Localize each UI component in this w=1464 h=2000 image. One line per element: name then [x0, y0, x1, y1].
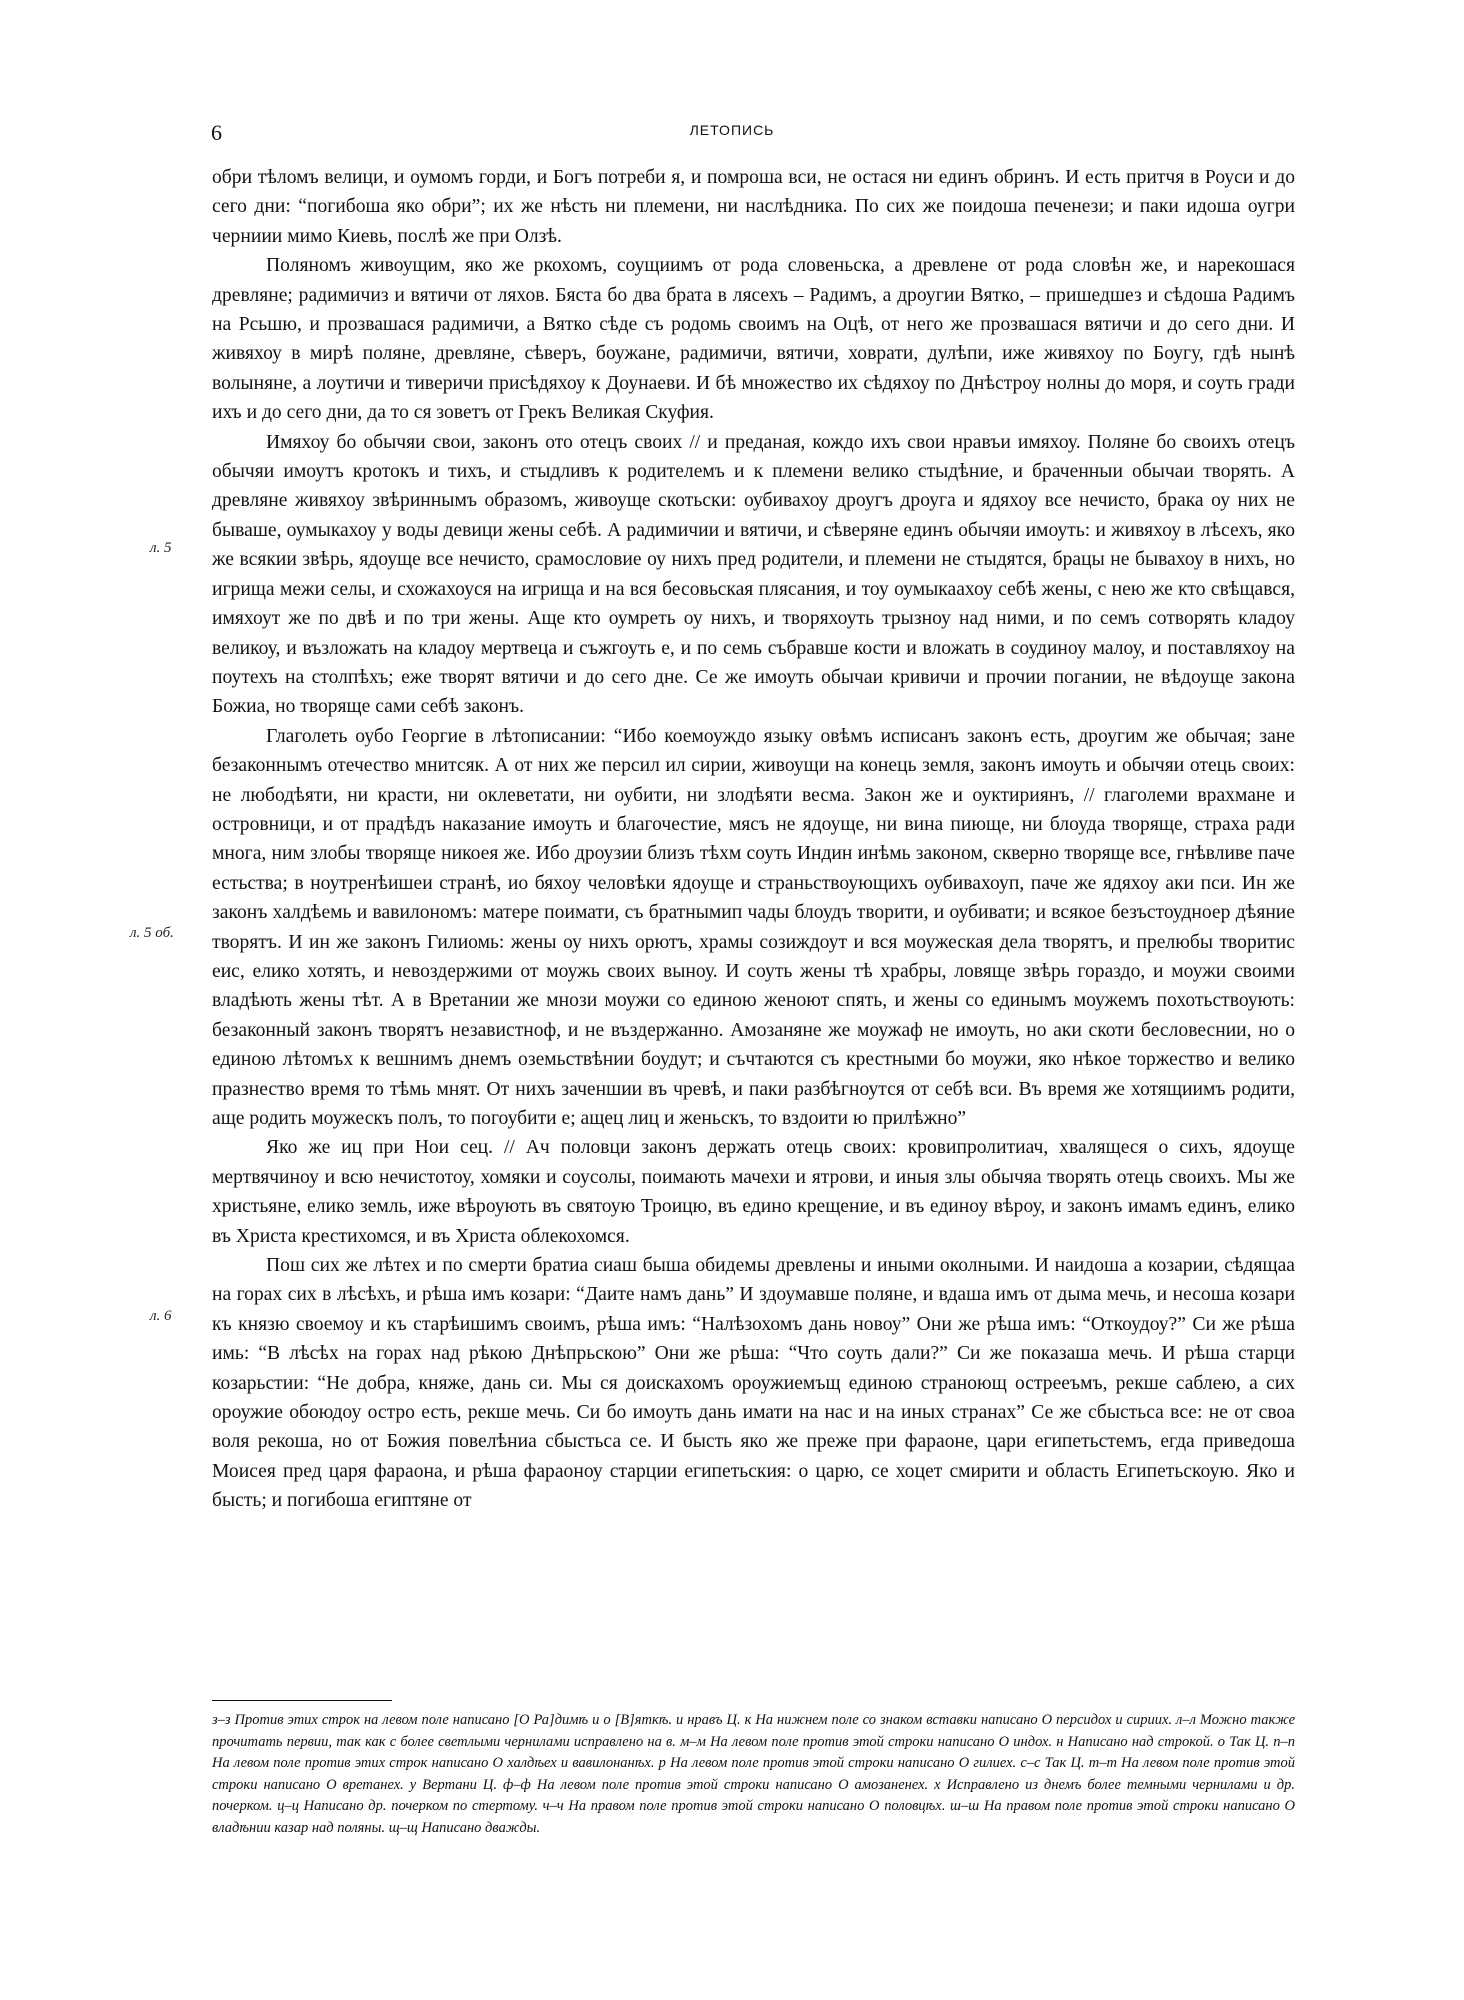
page-number: 6 [211, 120, 222, 145]
footnotes: з–з Против этих строк на левом поле написано [О Ра]димѣ и о [В]яткѣ. и нравъ Ц. к На нижнем поле со знаком вставки написано О персидох и сириих. л–л Можно также прочитать первии, так как с более светлыми чернилами исправлено на в. м–м На левом поле против этой строки написано О индох. н Написано над строкой. о Так Ц. п–п На левом поле против этих строк написано О халдѣех и вавилонанѣх. р На левом поле против этой строки написано О гилиех. с–с Так Ц. т–т На левом поле против этой строки написано О вретанех. у Вертани Ц. ф–ф На левом поле против этой строки написано О амозаненех. х Исправлено из днемъ более темными чернилами и др. почерком. ц–ц Написано др. почерком по стертому. ч–ч На правом поле против этой строки написано О половцѣх. ш–ш На правом поле против этой строки написано О владѣнии казар над поляны. щ–щ Написано дважды. [212, 1712, 1295, 1836]
margin-note-folio-6: л. 6 [150, 1308, 172, 1324]
paragraph: Пош сих же лѣтех и по смерти братиа сиаш быша обидемы древлены и иными околными. И наидоша а козарии, сѣдящаа на горах сих в лѣсѣхъ, и рѣша имъ козари: “Даите намъ дань” И здоумавше поляне, и вдаша имъ от дыма мечь, и несоша козари къ князю своемоу и къ старѣишимъ своимъ, рѣша имъ: “Налѣзохомъ дань новоу” Они же рѣша имъ: “Откоудоу?” Си же рѣша имь: “В лѣсѣх на горах над рѣкою Днѣпрьскою” Они же рѣша: “Что соуть дали?” Си же показаша мечь. И рѣша старци козарьстии: “Не добра, княже, дань си. Мы ся доискахомъ ороужиемъщ единою страноющ острееъмъ, рекше саблею, а сих ороужие обоюдоу остро есть, рекше мечь. Си бо имоуть дань имати на нас и на иных странах” Се же сбыстьса все: не от своа воля рекоша, но от Божия повелѣниа сбыстьса се. И бысть яко же преже при фараоне, цари египетьстемъ, егда приведоша Моисея пред царя фараона, и рѣша фараоноу старции египетьския: о царю, се хоцет смирити и область Египетьскоую. Яко и бысть; и погибоша египтяне от [212, 1255, 1295, 1512]
paragraph: Глаголеть оубо Георгие в лѣтописании: “Ибо коемоуждо языку овѣмъ исписанъ законъ есть, дроугим же обычая; зане безаконнымъ отечество мнитсяк. А от них же персил ил сирии, живоущи на конець земля, законъ имоуть и обычяи отець своих: не любодѣяти, ни красти, ни оклеветати, ни оубити, ни злодѣяти весма. Закон же и оуктириянъ, // глаголеми врахмане и островници, и от прадѣдъ наказание имоуть и благочестие, мясъ не ядоуще, ни вина пиюще, ни блоуда творяще, страха ради многа, ним злобы творяще никоея же. Ибо дроузии близъ тѣхм соуть Индин инѣмь законом, скверно творяще все, гнѣвливе паче естьства; в ноутренѣишеи странѣ, ио бяхоу человѣки ядоуще и страньствоующихъ оубивахоуп, паче же ядяхоу аки пси. Ин же законъ халдѣемь и вавилономъ: матере поимати, съ братнымип чады блоудъ творити, и оубивати; и всякое безъстоудноер дѣяние творятъ. И ин же законъ Гилиомь: жены оу нихъ орютъ, храмы созиждоут и вся моужеская дела творятъ, и прелюбы творитис еис, елико хотять, и невоздержими от моужь своих выноу. И соуть жены тѣ храбры, ловяще звѣрь гораздо, и моужи своими владѣють жены тѣт. А в Вретании же мнози моужи со единою женоют спять, и жены со единымъ моужемъ похотьствоують: безаконный законъ творятъ независтноф, и не въздержанно. Амозаняне же моужаф не имоуть, но аки скоти бесловеснии, но о единою лѣтомъх к вешнимъ днемъ оземьствѣнии боудут; и съчтаются съ крестными бо моужи, яко нѣкое торжество и велико празнество время то тѣмь мнят. От нихъ заченшии въ чревѣ, и паки разбѣгноутся от себѣ вси. Въ время же хотящиимъ родити, аще родить моужескъ полъ, то погоубити е; ащец лиц и женьскъ, то вздоити ю прилѣжно” [212, 725, 1295, 1129]
paragraph: Имяхоу бо обычяи свои, законъ ото отецъ своих // и преданая, кождо ихъ свои нравъи имяхоу. Поляне бо своихъ отецъ обычяи имоутъ кротокъ и тихъ, и стыдливъ к родителемъ и к племени велико стыдѣние, и браченныи обычаи творять. А древляне живяхоу звѣриннымъ образомъ, живоуще скотьски: оубивахоу дроугъ дроуга и ядяхоу все нечисто, брака оу них не бываше, оумыкахоу у воды девици жены себѣ. А радимичии и вятичи, и сѣверяне единъ обычяи имоуть: и живяхоу в лѣсехъ, яко же всякии звѣрь, ядоуще все нечисто, срамословие оу нихъ пред родители, и племени не стыдятся, брацы не бывахоу в нихъ, но игрища межи селы, и схожахоуся на игрища и на вся бесовьская плясания, и тоу оумыкаахоу себѣ жены, с нею же кто свѣщався, имяхоут же по двѣ и по три жены. Аще кто оумреть оу нихъ, и творяхоуть трызноу над ними, и по семъ сотворять кладоу великоу, и възложать на кладоу мертвеца и съжгоуть е, и по семь събравше кости и вложать в соудиноу малоу, и поставляхоу на поутехъ на столпѣхъ; еже творят вятичи и до сего дне. Се же имоуть обычаи кривичи и прочии погании, не вѣдоуще закона Божиа, но творяще сами себѣ законъ. [212, 431, 1295, 718]
paragraph: обри тѣломъ велици, и оумомъ горди, и Богъ потреби я, и помроша вси, не остася ни единъ обринъ. И есть притчя в Роуси и до сего дни: “погибоша яко обри”; их же нѣсть ни племени, ни наслѣдника. По сих же поидоша печенези; и паки идоша оугри черниии мимо Киевь, послѣ же при Олзѣ. [212, 167, 1295, 247]
chronicle-body-text [212, 163, 1295, 1516]
margin-note-folio-5: л. 5 [150, 540, 172, 556]
paragraph: Поляномъ живоущим, яко же ркохомъ, соущиимъ от рода словеньска, а древлене от рода словѣн же, и нарекошася древляне; радимичиз и вятичи от ляхов. Бяста бо два брата в лясехъ – Радимъ, а дроугии Вятко, – пришедшез и сѣдоша Радимъ на Рсьшю, и прозвашася радимичи, а Вятко сѣде съ родомь своимъ на Оцѣ, от него же прозвашася вятичи и до сего дни. И живяхоу в мирѣ поляне, древляне, сѣверъ, боужане, радимичи, вятичи, ховрати, дулѣпи, иже живяхоу по Боугу, гдѣ нынѣ волыняне, а лоутичи и тиверичи присѣдяхоу к Доунаеви. И бѣ множество их сѣдяхоу по Днѣстроу нолны до моря, и соуть гради ихъ и до сего дни, да то ся зоветъ от Грекъ Великая Скуфия. [212, 255, 1295, 424]
running-title: ЛЕТОПИСЬ [689, 122, 775, 138]
margin-note-folio-5-verso: л. 5 об. [130, 925, 174, 941]
paragraph: Яко же иц при Нои сец. // Ач половци законъ держать отець своих: кровипролитиач, хвалящеся о сихъ, ядоуще мертвячиноу и всю нечистотоу, хомяки и соусолы, поимають мачехи и ятрови, и иныя злы обычяа творять отець своихъ. Мы же христьяне, елико земль, иже вѣроують въ святоую Троицю, въ едино крещение, и въ единоу вѣроу, и законъ имамъ единъ, елико въ Христа крестихомся, и въ Христа облекохомся. [212, 1137, 1295, 1247]
footnote-divider [212, 1700, 392, 1701]
